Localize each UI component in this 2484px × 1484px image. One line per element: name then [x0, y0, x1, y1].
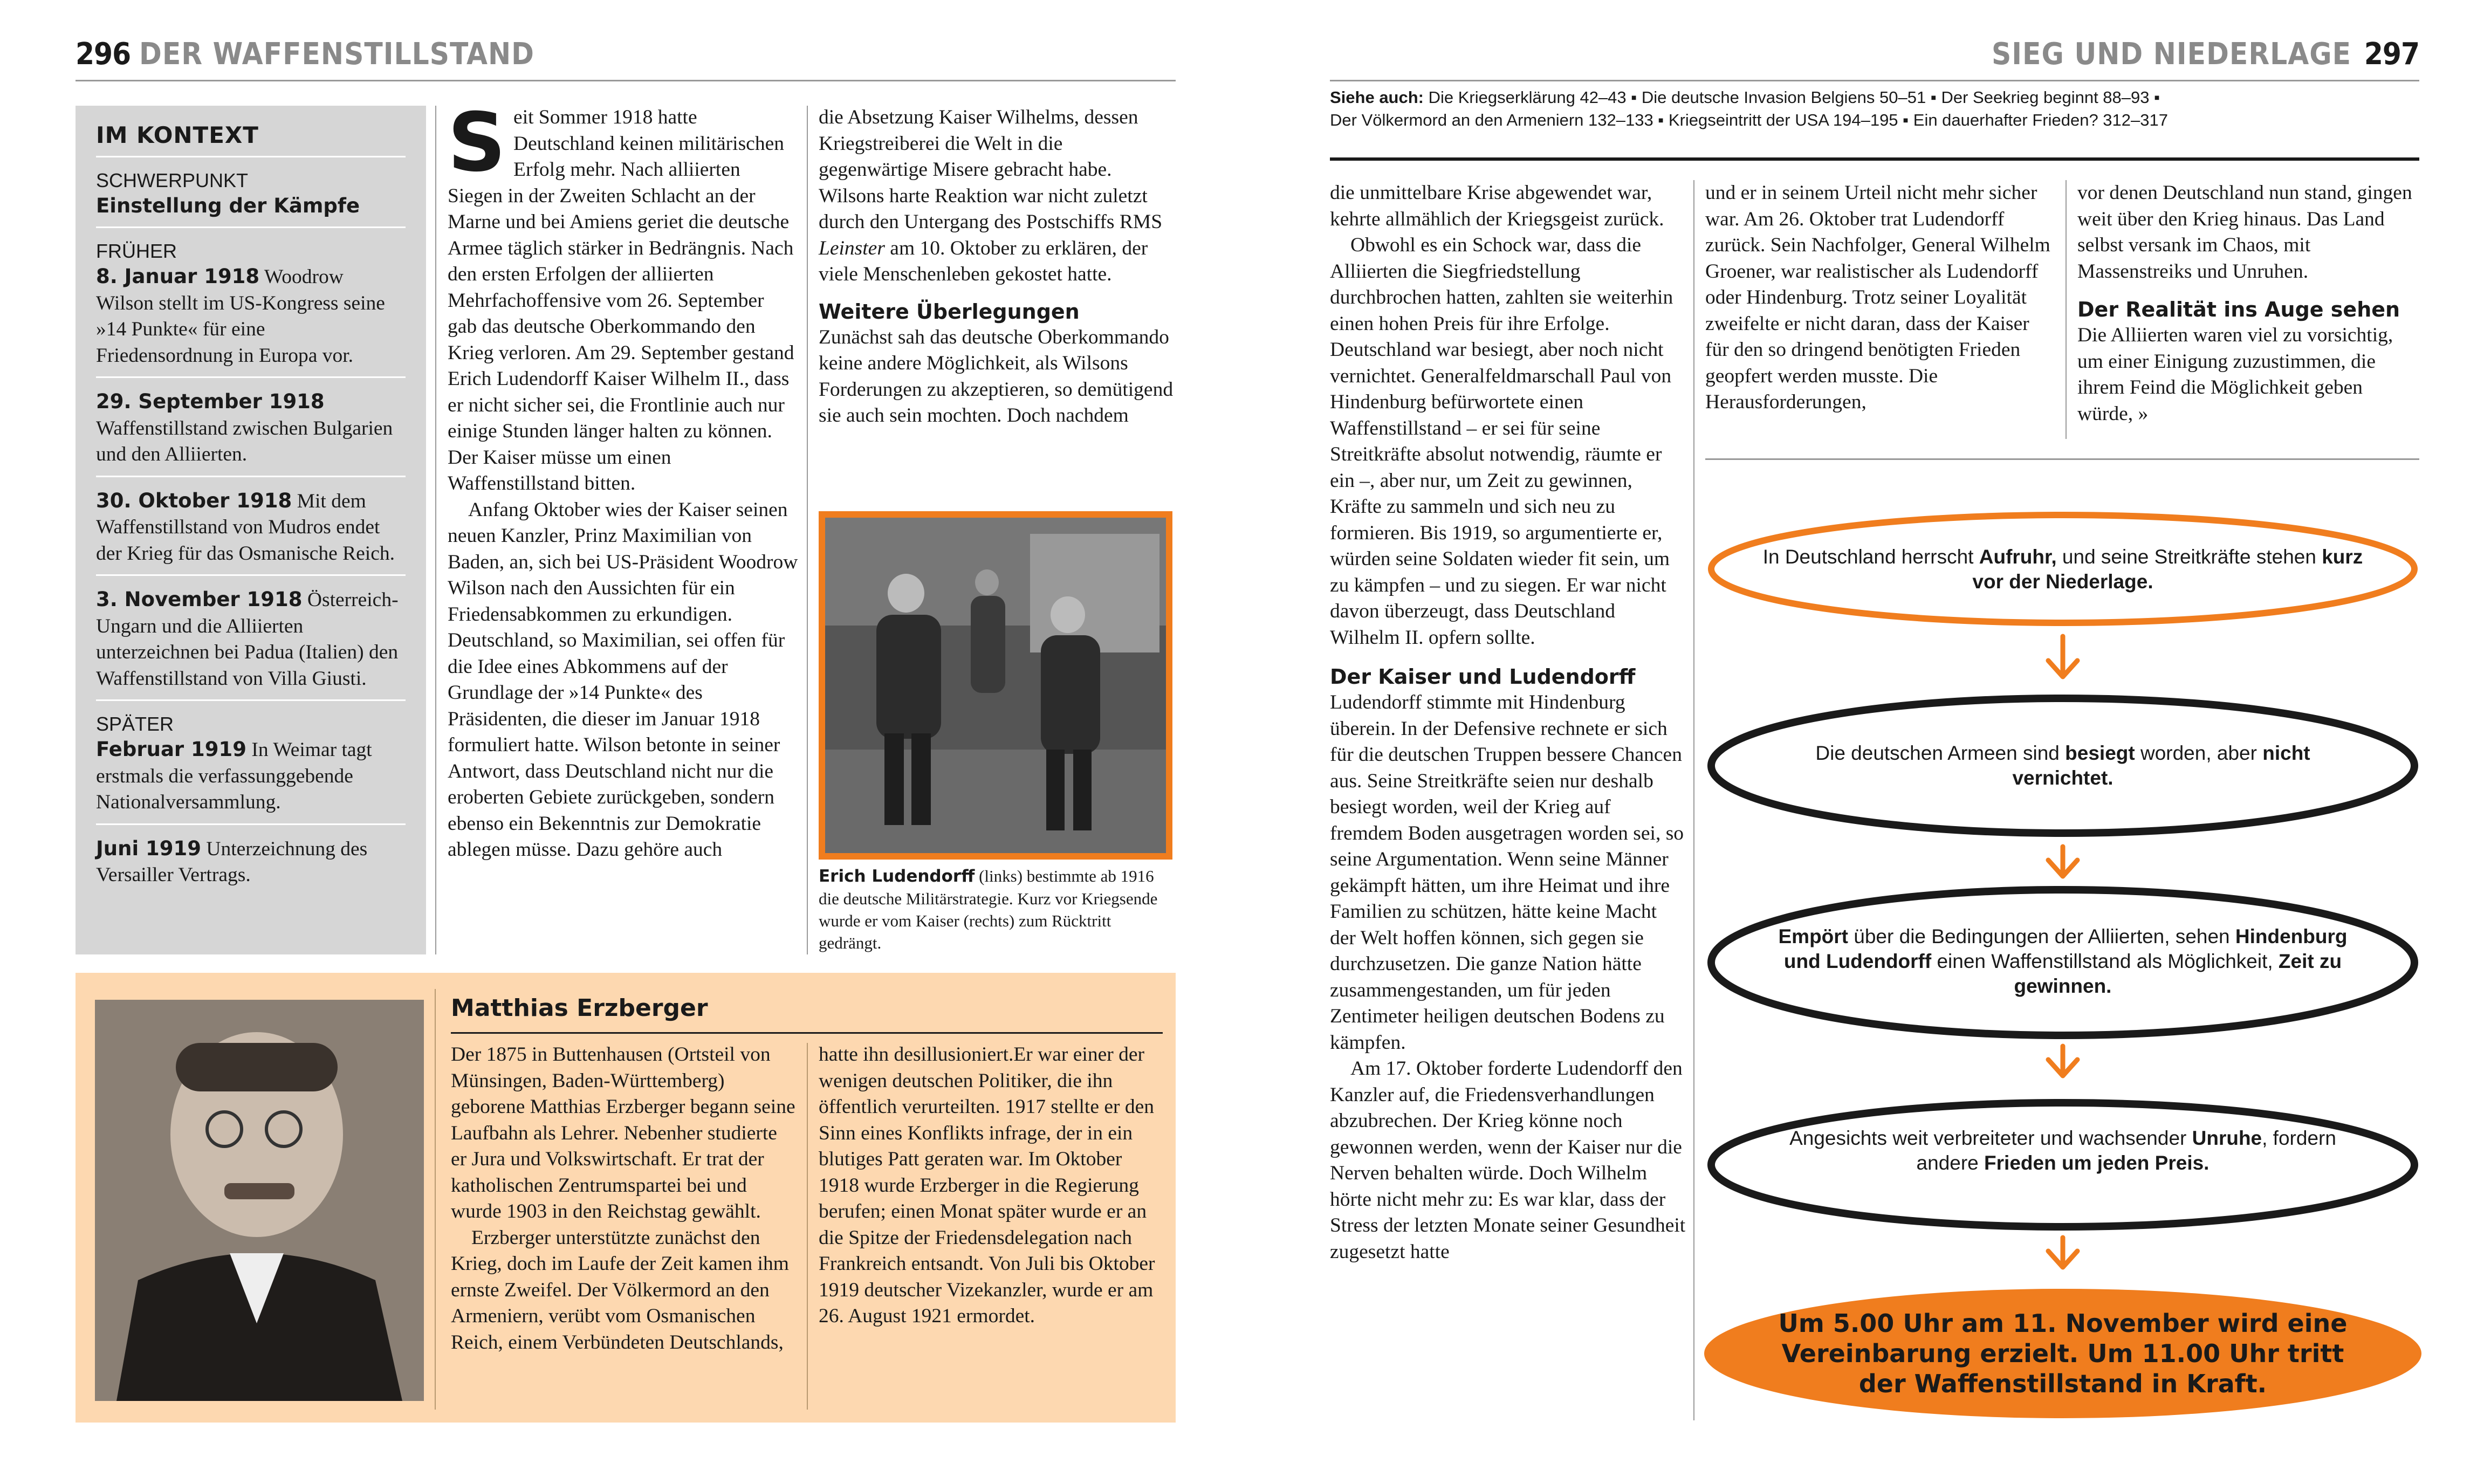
running-head-left: DER WAFFENSTILLSTAND: [139, 37, 534, 72]
paragraph: vor denen Deutschland nun stand, gingen weit über den Krieg hinaus. Das Land selbst versank im Chaos, mit Massenstreiks und Unruhen.: [2077, 182, 2412, 283]
context-title: IM KONTEXT: [96, 122, 259, 148]
see-also-rule: [1330, 157, 2419, 161]
article-column-2: [819, 105, 1175, 429]
photo-image: [825, 518, 1166, 853]
paragraph: Erzberger unterstützte zunächst den Krieg, doch im Laufe der Zeit kamen ihm ernste Zweifel. Der Völkermord an den Armeniern, verübt vom Osmanischen Reich, einem Verbündeten Deutschlands,: [451, 1226, 789, 1354]
column-divider: [807, 106, 808, 954]
divider: [96, 699, 406, 701]
divider: [96, 226, 406, 228]
spaeter-entry: Juni 1919 Unterzeichnung des Versailler Vertrags.: [96, 836, 368, 886]
subheading-realitaet: Der Realität ins Auge sehen: [2077, 298, 2400, 321]
article-column-right-2: [1705, 180, 2050, 416]
flow-final: Um 5.00 Uhr am 11. November wird eine Vereinbarung erzielt. Um 11.00 Uhr tritt der Waffenstillstand in Kraft.: [1778, 1309, 2348, 1398]
paragraph: Zunächst sah das deutsche Oberkommando keine andere Möglichkeit, als Wilsons Forderungen zu akzeptieren, so demütigend sie auch sein mochten. Doch nachdem: [819, 326, 1174, 427]
article-column-1: [448, 96, 798, 962]
paragraph: Die Alliierten waren viel zu vorsichtig, um einer Einigung zuzustimmen, die ihrem Feind die Möglichkeit geben würde, »: [2077, 324, 2393, 425]
schwerpunkt-label: SCHWERPUNKT: [96, 169, 249, 191]
flow-step-2: Die deutschen Armeen sind besiegt worden, aber nicht vernichtet.: [1815, 742, 2310, 789]
column-divider: [2066, 180, 2067, 439]
paragraph: Am 17. Oktober forderte Ludendorff den Kanzler auf, die Friedensverhandlungen abzubrechen. Der Krieg könne noch gewonnen werden, wenn der Kaiser nur die Nerven behalten würde. Doch Wilhelm hörte nicht mehr zu: Es war klar, dass der Stress der letzten Monate seiner Gesundheit zugesetzt hatte: [1330, 1057, 1686, 1263]
divider: [96, 376, 406, 378]
photo-ludendorff-kaiser: [819, 511, 1172, 860]
frueher-entry: 29. September 1918 Waffenstillstand zwischen Bulgarien und den Alliierten.: [96, 390, 393, 465]
paragraph: Der 1875 in Buttenhausen (Ortsteil von Münsingen, Baden-Württemberg) geborene Matthias Erzberger begann seine Laufbahn als Lehrer. Nebenher studierte er Jura und Volkswirtschaft. Er trat der katholischen Zentrumspartei bei und wurde 1903 in den Reichstag gewählt.: [451, 1043, 795, 1222]
page-number-right: 297: [2364, 37, 2419, 72]
bio-column-1: [451, 1042, 796, 1356]
paragraph: Obwohl es ein Schock war, dass die Alliierten die Siegfriedstellung durchbrochen hatten, zahlten sie weiterhin einen hohen Preis für ihre Erfolge. Deutschland war besiegt, aber noch nicht vernichtet. Generalfeldmarschall Paul von Hindenburg befürwortete einen Waffenstillstand – er sei für seine Streitkräfte absolut notwendig, räumte er ein –, aber nur, um Zeit zu gewinnen, Kräfte zu sammeln und sich neu zu formieren. Bis 1919, so argumentierte er, würden seine Soldaten wieder fit sein, um zu kämpfen – und zu siegen. Er war nicht davon überzeugt, dass Deutschland Wilhelm II. opfern sollte.: [1330, 234, 1673, 649]
paragraph: hatte ihn desillusioniert.Er war einer der wenigen deutschen Politiker, die ihn öffentlich verurteilten. 1917 stellte er den Sinn eines Konflikts infrage, der in ein blutiges Patt geraten war. Im Oktober 1918 wurde Erzberger in die Regierung berufen; einen Monat später wurde er an die Spitze der Friedensdelegation nach Frankreich entsandt. Von Juli bis Oktober 1919 deutscher Vizekanzler, wurde er am 26. August 1921 ermordet.: [819, 1043, 1155, 1327]
intro-paragraph: Seit Sommer 1918 hatte Deutschland keinen militärischen Erfolg mehr. Nach alliierten Siegen in der Zweiten Schlacht an der Marne und bei Amiens geriet die deutsche Armee täglich stärker in Bedrängnis. Nach den ersten Erfolgen der alliierten Mehrfachoffensive vom 26. September gab das deutsche Oberkommando den Krieg verloren. Am 29. September gestand Erich Ludendorff Kaiser Wilhelm II., dass er nicht sicher sei, die Frontlinie auch nur einige Stunden länger halten zu können. Der Kaiser müsse um einen Waffenstillstand bitten.: [448, 96, 794, 494]
bio-title: Matthias Erzberger: [451, 994, 708, 1022]
paragraph: und er in seinem Urteil nicht mehr sicher war. Am 26. Oktober trat Ludendorff zurück. Sein Nachfolger, General Wilhelm Groener, war realistischer als Ludendorff oder Hindenburg. Trotz seiner Loyalität zweifelte er nicht daran, dass der Kaiser für den so dringend benötigten Frieden geopfert werden musste. Die Herausforderungen,: [1705, 182, 2050, 413]
bio-divider: [807, 1043, 808, 1410]
frueher-entry: 3. November 1918 Österreich-Ungarn und die Alliierten unterzeichnen bei Padua (Italien) den Waffenstillstand von Villa Giusti.: [96, 588, 399, 690]
paragraph: die unmittelbare Krise abgewendet war, kehrte allmählich der Kriegsgeist zurück.: [1330, 182, 1664, 230]
column-divider: [1693, 180, 1694, 1420]
frueher-entry: 8. Januar 1918 Woodrow Wilson stellt im US-Kongress seine »14 Punkte« für eine Friedensordnung in Europa vor.: [96, 265, 385, 367]
see-also: Siehe auch: Die Kriegserklärung 42–43 ▪ Die deutsche Invasion Belgiens 50–51 ▪ Der Seekrieg beginnt 88–93 ▪ Der Völkermord an den Armeniern 132–133 ▪ Kriegseintritt der USA 194–195 ▪ Ein dauerhafter Frieden? 312–317: [1330, 88, 2168, 129]
bio-box-erzberger: [76, 973, 1176, 1423]
article-column-right-1: [1330, 180, 1686, 1265]
paragraph: Anfang Oktober wies der Kaiser seinen neuen Kanzler, Prinz Maximilian von Baden, an, sich bei US-Präsident Woodrow Wilson nach den Aussichten für ein Friedensabkommen zu erkundigen. Deutschland, so Maximilian, sei offen für die Idee eines Abkommens auf der Grundlage der »14 Punkte« des Präsidenten, die dieser im Januar 1918 formuliert hatte. Wilson betonte in seiner Antwort, dass Deutschland nicht nur die eroberten Gebiete zurückgeben, sondern ebenso ein Bekenntnis zur Demokratie ablegen müsse. Dazu gehöre auch: [448, 498, 798, 861]
subheading-kaiser: Der Kaiser und Ludendorff: [1330, 665, 1636, 689]
page-number-left: 296: [76, 37, 131, 72]
divider: [96, 156, 406, 157]
running-head-right: SIEG UND NIEDERLAGE: [1992, 37, 2351, 72]
frueher-label: FRÜHER: [96, 240, 177, 262]
portrait-image: [95, 1000, 424, 1401]
paragraph: Ludendorff stimmte mit Hindenburg überein. In der Defensive rechnete er sich für die deutschen Truppen bessere Chancen aus. Seine Streitkräfte seien nur deshalb besiegt worden, weil der Krieg auf fremdem Boden ausgetragen worden sei, so seine Argumentation. Wenn seine Männer gekämpft hätten, um ihre Heimat und ihre Familien zu schützen, hätte keine Macht der Welt hoffen können, sich gegen sie durchzusetzen. Die ganze Nation hätte zusammengestanden, um für jeden Zentimeter heiligen deutschen Bodens zu kämpfen.: [1330, 691, 1684, 1054]
header-rule-left: [76, 80, 1176, 81]
flow-step-1: In Deutschland herrscht Aufruhr, und seine Streitkräfte stehen kurz vor der Niederlage.: [1762, 546, 2363, 593]
schwerpunkt-value: Einstellung der Kämpfe: [96, 194, 360, 217]
bio-title-rule: [451, 1032, 1163, 1034]
bio-divider: [435, 989, 436, 1410]
subheading-weitere: Weitere Überlegungen: [819, 299, 1080, 324]
spaeter-entry: Februar 1919 In Weimar tagt erstmals die verfassunggebende Nationalversammlung.: [96, 738, 372, 813]
flow-top-rule: [1705, 458, 2419, 460]
portrait-erzberger: [95, 1000, 424, 1401]
header-rule-right: [1330, 80, 2419, 81]
spaeter-label: SPÄTER: [96, 713, 174, 735]
article-column-right-3: [2077, 180, 2423, 427]
frueher-entry: 30. Oktober 1918 Mit dem Waffenstillstand von Mudros endet der Krieg für das Osmanische Reich.: [96, 489, 395, 565]
paragraph: die Absetzung Kaiser Wilhelms, dessen Kriegstreiberei die Welt in die gegenwärtige Misere gebracht habe. Wilsons harte Reaktion war nicht zuletzt durch den Untergang des Postschiffs RMS Leinster am 10. Oktober zu erklären, der viele Menschenleben gekostet hatte.: [819, 106, 1163, 285]
drop-cap: S: [448, 96, 506, 190]
context-box: [76, 106, 426, 954]
divider: [96, 476, 406, 477]
flow-step-4: Angesichts weit verbreiteter und wachsender Unruhe, fordern andere Frieden um jeden Preis.: [1789, 1127, 2336, 1174]
bio-column-2: [819, 1042, 1164, 1330]
photo-caption: Erich Ludendorff (links) bestimmte ab 1916 die deutsche Militärstrategie. Kurz vor Kriegsende wurde er vom Kaiser (rechts) zum Rücktritt gedrängt.: [819, 867, 1158, 952]
divider: [96, 574, 406, 576]
flow-step-3: Empört über die Bedingungen der Alliierten, sehen Hindenburg und Ludendorff einen Waffenstillstand als Möglichkeit, Zeit zu gewinnen.: [1778, 925, 2348, 997]
divider: [96, 823, 406, 825]
column-divider: [435, 106, 436, 954]
